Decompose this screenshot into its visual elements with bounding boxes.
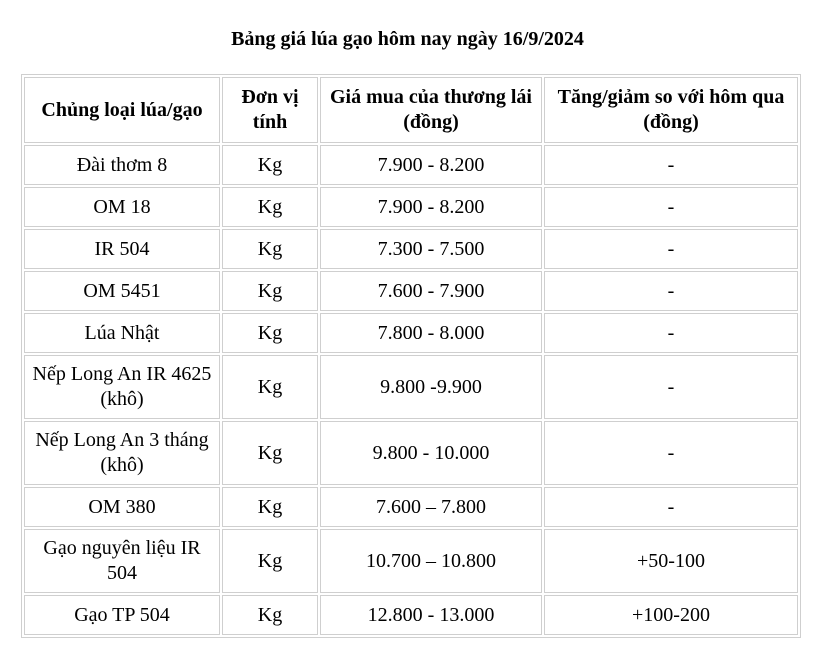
- cell-price: 7.900 - 8.200: [320, 145, 542, 185]
- cell-change: +100-200: [544, 595, 798, 635]
- cell-change: -: [544, 313, 798, 353]
- cell-unit: Kg: [222, 421, 318, 485]
- cell-change: -: [544, 187, 798, 227]
- table-row: [24, 421, 798, 485]
- header-change: Tăng/giảm so với hôm qua (đồng): [544, 77, 798, 143]
- cell-variety: Nếp Long An IR 4625 (khô): [24, 355, 220, 419]
- table-row: [24, 595, 798, 635]
- cell-change: -: [544, 229, 798, 269]
- cell-unit: Kg: [222, 271, 318, 311]
- cell-variety: OM 380: [24, 487, 220, 527]
- table-row: [24, 187, 798, 227]
- table-row: [24, 487, 798, 527]
- table-row: [24, 529, 798, 593]
- cell-unit: Kg: [222, 595, 318, 635]
- page-title: Bảng giá lúa gạo hôm nay ngày 16/9/2024: [231, 28, 584, 50]
- table-row: [24, 355, 798, 419]
- header-variety: Chủng loại lúa/gạo: [24, 77, 220, 143]
- cell-price: 9.800 - 10.000: [320, 421, 542, 485]
- cell-price: 12.800 - 13.000: [320, 595, 542, 635]
- cell-change: -: [544, 487, 798, 527]
- header-unit: Đơn vị tính: [222, 77, 318, 143]
- cell-change: -: [544, 145, 798, 185]
- cell-variety: OM 18: [24, 187, 220, 227]
- cell-unit: Kg: [222, 187, 318, 227]
- cell-variety: OM 5451: [24, 271, 220, 311]
- table-row: [24, 313, 798, 353]
- header-trader-price: Giá mua của thương lái (đồng): [320, 77, 542, 143]
- cell-variety: Lúa Nhật: [24, 313, 220, 353]
- table-row: [24, 229, 798, 269]
- cell-variety: Gạo nguyên liệu IR 504: [24, 529, 220, 593]
- cell-price: 7.600 - 7.900: [320, 271, 542, 311]
- cell-change: +50-100: [544, 529, 798, 593]
- cell-price: 7.600 – 7.800: [320, 487, 542, 527]
- cell-change: -: [544, 271, 798, 311]
- table-header-row: [24, 77, 798, 143]
- cell-variety: Gạo TP 504: [24, 595, 220, 635]
- cell-unit: Kg: [222, 145, 318, 185]
- cell-change: -: [544, 355, 798, 419]
- cell-price: 9.800 -9.900: [320, 355, 542, 419]
- cell-unit: Kg: [222, 355, 318, 419]
- cell-unit: Kg: [222, 487, 318, 527]
- cell-price: 7.800 - 8.000: [320, 313, 542, 353]
- cell-unit: Kg: [222, 229, 318, 269]
- cell-price: 7.300 - 7.500: [320, 229, 542, 269]
- cell-variety: IR 504: [24, 229, 220, 269]
- cell-unit: Kg: [222, 313, 318, 353]
- cell-price: 7.900 - 8.200: [320, 187, 542, 227]
- table-row: [24, 271, 798, 311]
- cell-unit: Kg: [222, 529, 318, 593]
- cell-price: 10.700 – 10.800: [320, 529, 542, 593]
- table-row: [24, 145, 798, 185]
- cell-variety: Nếp Long An 3 tháng (khô): [24, 421, 220, 485]
- rice-price-table: [21, 74, 801, 638]
- cell-variety: Đài thơm 8: [24, 145, 220, 185]
- cell-change: -: [544, 421, 798, 485]
